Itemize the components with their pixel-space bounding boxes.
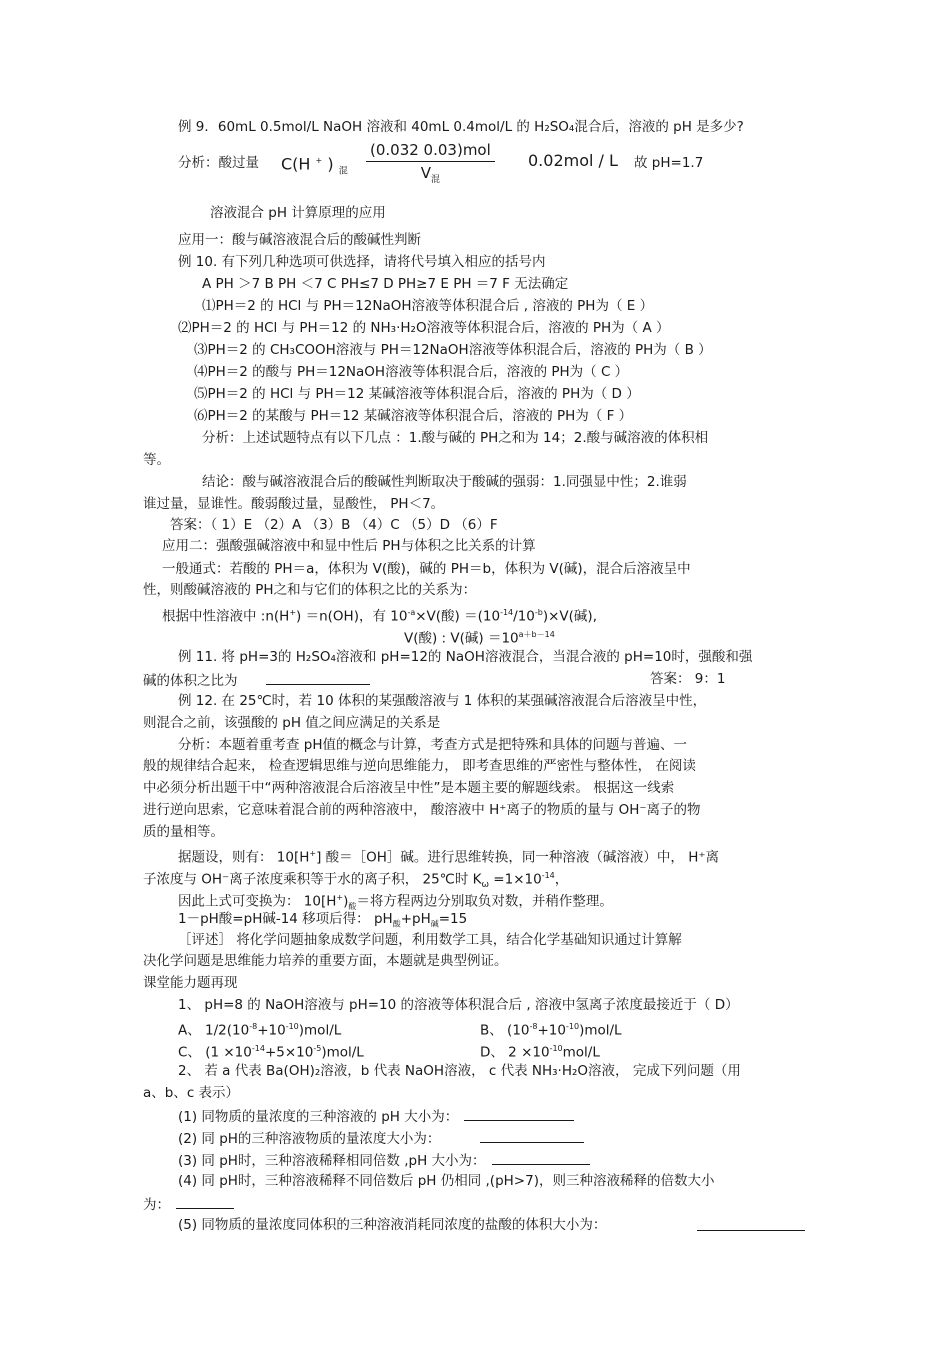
p2-3-blank[interactable] bbox=[492, 1150, 590, 1165]
formula-paren: ) bbox=[327, 154, 334, 174]
p2-4-label: 为： bbox=[143, 1197, 170, 1213]
neutral-sup-b: -b bbox=[534, 608, 543, 617]
transform-a: 因此上式可变换为： 10[H bbox=[178, 893, 337, 910]
conclusion-1: 结论：酸与碱溶液混合后的酸碱性判断取决于酸碱的强弱：1.同强显中性；2.谁弱 bbox=[202, 474, 687, 490]
p2-1-label: (1) 同物质的量浓度的三种溶液的 pH 大小为： bbox=[178, 1109, 459, 1125]
setup-1-sup: + bbox=[309, 849, 317, 858]
p2-1-blank[interactable] bbox=[464, 1106, 574, 1121]
p2-2-label: (2) 同 pH的三种溶液物质的量浓度大小为： bbox=[178, 1131, 441, 1147]
analysis-2-d: 进行逆向思索，它意味着混合前的两种溶液中， 酸溶液中 H⁺离子的物质的量与 OH⁻离子的物 bbox=[143, 802, 701, 818]
neutral-sup-a: -a bbox=[407, 608, 416, 617]
neutral-e: )×V(碱), bbox=[542, 608, 597, 625]
example-11-answer: 答案： 9：1 bbox=[650, 671, 726, 687]
question-4: ⑷PH＝2 的酸与 PH＝12NaOH溶液等体积混合后，溶液的 PH为（ C ） bbox=[194, 364, 629, 380]
formula-c: C(H bbox=[281, 154, 311, 174]
problem-2: 2、 若 a 代表 Ba(OH)₂溶液，b 代表 NaOH溶液， c 代表 NH₃·H₂O溶液， 完成下列问题（用 bbox=[178, 1063, 741, 1079]
setup-2-sup: -14 bbox=[541, 871, 555, 880]
volume-ratio bbox=[404, 626, 555, 648]
problem-2-sub-2 bbox=[178, 1128, 584, 1148]
p1c-b: +5×10 bbox=[264, 1044, 314, 1061]
analysis-1: 分析：上述试题特点有以下几点 ：1.酸与碱的 PH之和为 14；2.酸与碱溶液的体积相 bbox=[202, 430, 709, 446]
formula-fraction bbox=[366, 141, 495, 185]
problem-2-sub-1 bbox=[178, 1106, 574, 1126]
formula-ph: 故 pH=1.7 bbox=[634, 155, 704, 171]
problem-2-sub-5: (5) 同物质的量浓度同体积的三种溶液消耗同浓度的盐酸的体积大小为： bbox=[178, 1217, 607, 1233]
p2-4-blank[interactable] bbox=[176, 1194, 234, 1209]
classroom-title: 课堂能力题再现 bbox=[143, 975, 238, 991]
example-11: 例 11. 将 pH=3的 H₂SO₄溶液和 pH=12的 NaOH溶液混合，当混合液的 pH=10时，强酸和强 bbox=[178, 649, 753, 665]
ratio-sup: a＋b－14 bbox=[518, 630, 555, 639]
problem-2-cont: a、b、c 表示） bbox=[143, 1085, 240, 1101]
equation-sub-1: 酸 bbox=[392, 919, 401, 929]
p1c-s2: -5 bbox=[313, 1044, 322, 1053]
problem-1-option-c bbox=[178, 1040, 364, 1062]
example-10: 例 10. 有下列几种选项可供选择，请将代号填入相应的括号内 bbox=[178, 254, 546, 270]
equation-b: +pH bbox=[400, 911, 431, 927]
neutral-sup-14: -14 bbox=[500, 608, 514, 617]
comment-2: 决化学问题是思维能力培养的重要方面，本题就是典型例证。 bbox=[143, 953, 508, 969]
problem-1: 1、 pH=8 的 NaOH溶液与 pH=10 的溶液等体积混合后 , 溶液中氢离子浓度最接近于（ D） bbox=[178, 997, 739, 1013]
analysis-2-a: 分析：本题着重考查 pH值的概念与计算，考查方式是把特殊和具体的问题与普遍、一 bbox=[178, 737, 688, 753]
neutral-sup-plus: + bbox=[289, 608, 297, 617]
section-title: 溶液混合 pH 计算原理的应用 bbox=[210, 205, 386, 221]
formula-c-h bbox=[281, 152, 348, 181]
setup-2-b: =1×10 bbox=[489, 871, 542, 888]
example-11-label: 碱的体积之比为 bbox=[143, 673, 238, 689]
equation-sub-2: 碱 bbox=[430, 919, 439, 929]
neutral-d: /10 bbox=[513, 608, 535, 625]
fraction-v: V bbox=[420, 164, 432, 182]
p1c-s1: -14 bbox=[251, 1044, 265, 1053]
p1c-c: )mol/L bbox=[321, 1044, 364, 1061]
application-2-title: 应用二：强酸强碱溶液中和显中性后 PH与体积之比关系的计算 bbox=[162, 538, 536, 554]
question-6: ⑹PH＝2 的某酸与 PH＝12 某碱溶液等体积混合后，溶液的 PH为（ F ） bbox=[194, 408, 633, 424]
analysis-2-b: 般的规律结合起来， 检查逻辑思维与逆向思维能力， 即考查思维的严密性与整体性， 在阅读 bbox=[143, 758, 696, 774]
example-11-cont bbox=[143, 670, 370, 690]
example-9: 例 9．60mL 0.5mol/L NaOH 溶液和 40mL 0.4mol/L 的 H₂SO₄混合后，溶液的 pH 是多少? bbox=[178, 119, 744, 135]
neutral-formula bbox=[162, 604, 597, 626]
p1c-a: C、 (1 ×10 bbox=[178, 1044, 252, 1061]
transform-sub: 酸 bbox=[348, 902, 357, 912]
p1b-c: )mol/L bbox=[579, 1022, 622, 1039]
problem-2-sub-3 bbox=[178, 1150, 590, 1170]
question-1: ⑴PH＝2 的 HCl 与 PH＝12NaOH溶液等体积混合后 , 溶液的 PH为（ E ） bbox=[202, 298, 654, 314]
neutral-a: 根据中性溶液中 :n(H bbox=[162, 608, 290, 625]
p1a-b: +10 bbox=[257, 1022, 286, 1039]
setup-2-c: ， bbox=[554, 871, 569, 888]
example-10-options: A PH ＞7 B PH ＜7 C PH≤7 D PH≥7 E PH ＝7 F 无法确定 bbox=[202, 276, 569, 292]
p1a-s1: -8 bbox=[249, 1022, 258, 1031]
equation-a: 1－pH酸=pH碱-14 移项后得： pH bbox=[178, 911, 393, 927]
fraction-denominator bbox=[366, 162, 495, 185]
setup-1-b: ] 酸＝［OH］碱。进行思维转换，同一种溶液（碱溶液）中， H⁺离 bbox=[316, 849, 719, 866]
p1a-s2: -10 bbox=[285, 1022, 299, 1031]
transform-b: ＝将方程两边分别取负对数，并稍作整理。 bbox=[356, 893, 613, 910]
p2-3-label: (3) 同 pH时，三种溶液稀释相同倍数 ,pH 大小为： bbox=[178, 1153, 486, 1169]
p1a-a: A、 1/2(10 bbox=[178, 1022, 250, 1039]
p1d-a: D、 2 ×10 bbox=[480, 1044, 550, 1061]
analysis-1-cont: 等。 bbox=[143, 452, 170, 468]
general-formula-2: 性，则酸碱溶液的 PH之和与它们的体积之比的关系为： bbox=[143, 582, 477, 598]
question-3: ⑶PH＝2 的 CH₃COOH溶液与 PH＝12NaOH溶液等体积混合后，溶液的 PH为（ B ） bbox=[194, 342, 712, 358]
problem-1-option-a bbox=[178, 1018, 341, 1040]
setup-1-a: 据题设，则有： 10[H bbox=[178, 849, 310, 866]
question-2: ⑵PH＝2 的 HCl 与 PH＝12 的 NH₃·H₂O溶液等体积混合后，溶液的 PH为（ A ） bbox=[178, 320, 670, 336]
p1b-a: B、 (10 bbox=[480, 1022, 530, 1039]
setup-2-w: ω bbox=[481, 880, 490, 891]
transform-bracket: ) bbox=[343, 893, 349, 910]
general-formula-1: 一般通式：若酸的 PH＝a，体积为 V(酸)，碱的 PH＝b，体积为 V(碱)，混合后溶液呈中 bbox=[162, 561, 691, 577]
equation-c: =15 bbox=[438, 911, 468, 927]
p1d-c: mol/L bbox=[562, 1044, 600, 1061]
setup-1 bbox=[178, 845, 719, 867]
p1b-s1: -8 bbox=[529, 1022, 538, 1031]
analysis-2-c: 中必须分析出题干中“两种溶液混合后溶液呈中性”是本题主要的解题线索。 根据这一线索 bbox=[143, 780, 675, 796]
fraction-v-sub: 混 bbox=[431, 175, 441, 185]
p1b-s2: -10 bbox=[565, 1022, 580, 1031]
p2-2-blank[interactable] bbox=[480, 1128, 584, 1143]
analysis-label: 分析：酸过量 bbox=[178, 155, 259, 171]
transform-sup: + bbox=[336, 893, 344, 902]
conclusion-2: 谁过量，显谁性。酸弱酸过量，显酸性， PH＜7。 bbox=[143, 496, 445, 512]
example-12-cont: 则混合之前，该强酸的 pH 值之间应满足的关系是 bbox=[143, 715, 441, 731]
formula-plus: + bbox=[315, 156, 323, 165]
setup-2-a: 子浓度与 OH⁻离子浓度乘积等于水的离子积， 25℃时 K bbox=[143, 871, 482, 888]
application-1-title: 应用一：酸与碱溶液混合后的酸碱性判断 bbox=[178, 232, 421, 248]
question-5: ⑸PH＝2 的 HCl 与 PH＝12 某碱溶液等体积混合后，溶液的 PH为（ D ） bbox=[194, 386, 640, 402]
problem-1-option-d bbox=[480, 1040, 600, 1062]
p1d-s1: -10 bbox=[549, 1044, 563, 1053]
formula-result: 0.02mol / L bbox=[528, 151, 618, 170]
p1a-c: )mol/L bbox=[298, 1022, 342, 1039]
p2-5-blank[interactable] bbox=[697, 1216, 805, 1231]
problem-2-sub-4-cont bbox=[143, 1194, 234, 1214]
neutral-b: ) ＝n(OH)，有 10 bbox=[296, 608, 408, 625]
p1b-b: +10 bbox=[537, 1022, 566, 1039]
ratio-a: V(酸) : V(碱) ＝10 bbox=[404, 630, 519, 647]
answer-blank[interactable] bbox=[266, 670, 370, 685]
fraction-numerator: (0.032 0.03)mol bbox=[366, 141, 495, 162]
neutral-c: ×V(酸) ＝(10 bbox=[415, 608, 501, 625]
answers-10: 答案：（ 1）E （2）A （3）B （4）C （5）D （6）F bbox=[170, 517, 498, 533]
problem-2-sub-4: (4) 同 pH时，三种溶液稀释不同倍数后 pH 仍相同 ,(pH>7)，则三种溶液稀释的倍数大小 bbox=[178, 1173, 715, 1189]
comment-1: ［评述］ 将化学问题抽象成数学问题，利用数学工具，结合化学基础知识通过计算解 bbox=[178, 932, 682, 948]
formula-hun: 混 bbox=[338, 166, 348, 177]
problem-1-option-b bbox=[480, 1018, 622, 1040]
analysis-2-e: 质的量相等。 bbox=[143, 824, 224, 840]
example-12: 例 12. 在 25℃时，若 10 体积的某强酸溶液与 1 体积的某强碱溶液混合后溶液呈中性， bbox=[178, 693, 707, 709]
